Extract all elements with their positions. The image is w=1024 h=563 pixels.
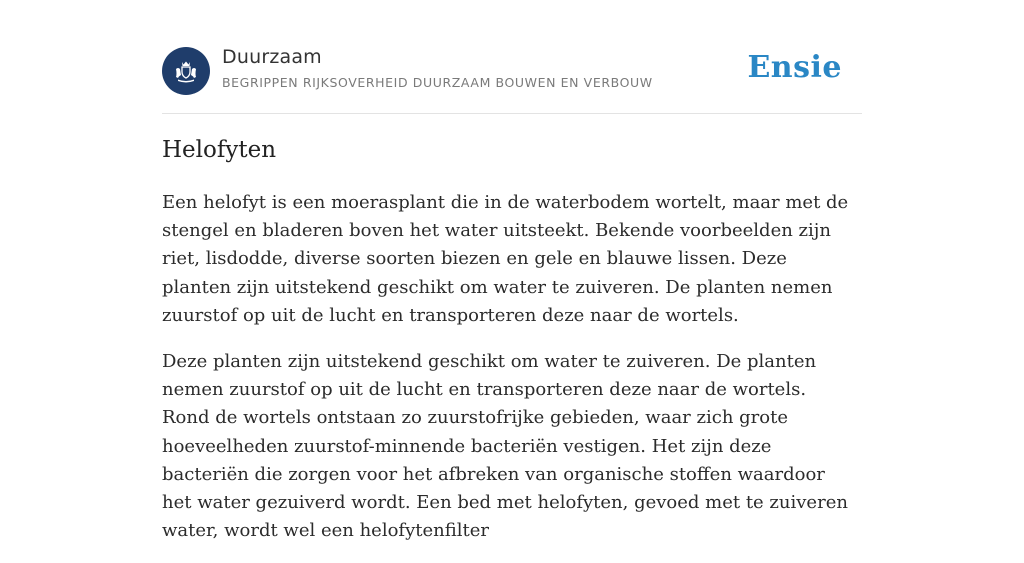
coat-of-arms-graphic bbox=[171, 56, 201, 86]
ensie-logo-link[interactable]: Ensie bbox=[747, 50, 842, 85]
article-paragraph: Een helofyt is een moerasplant die in de waterbodem wortelt, maar met de stengel en bladeren boven het water uitsteekt. Bekende voorbeelden zijn riet, lisdodde, diverse soorten biezen en gele en blauwe lissen. Deze planten zijn uitstekend geschikt om water te zuiveren. De planten nemen zuurstof op uit de lucht en transporteren deze naar de wortels. bbox=[162, 192, 849, 326]
brand-title[interactable]: Duurzaam bbox=[222, 46, 322, 68]
page bbox=[162, 0, 862, 542]
page-title: Helofyten bbox=[162, 137, 277, 163]
brand-subtitle: BEGRIPPEN RIJKSOVERHEID DUURZAAM BOUWEN EN VERBOUW bbox=[222, 75, 653, 90]
article-content bbox=[162, 189, 852, 563]
coat-of-arms-icon[interactable] bbox=[162, 47, 210, 95]
article-paragraph: Deze planten zijn uitstekend geschikt om water te zuiveren. De planten nemen zuurstof op uit de lucht en transporteren deze naar de wortels. Rond de wortels ontstaan zo zuurstofrijke gebieden, waar zich grote hoeveelheden zuurstof-minnende bacteriën vestigen. Het zijn deze bacteriën die zorgen voor het afbreken van organische stoffen waardoor het water gezuiverd wordt. Een bed met helofyten, gevoed met te zuiveren water, wordt wel een helofytenfilter bbox=[162, 351, 848, 542]
header bbox=[162, 0, 862, 114]
